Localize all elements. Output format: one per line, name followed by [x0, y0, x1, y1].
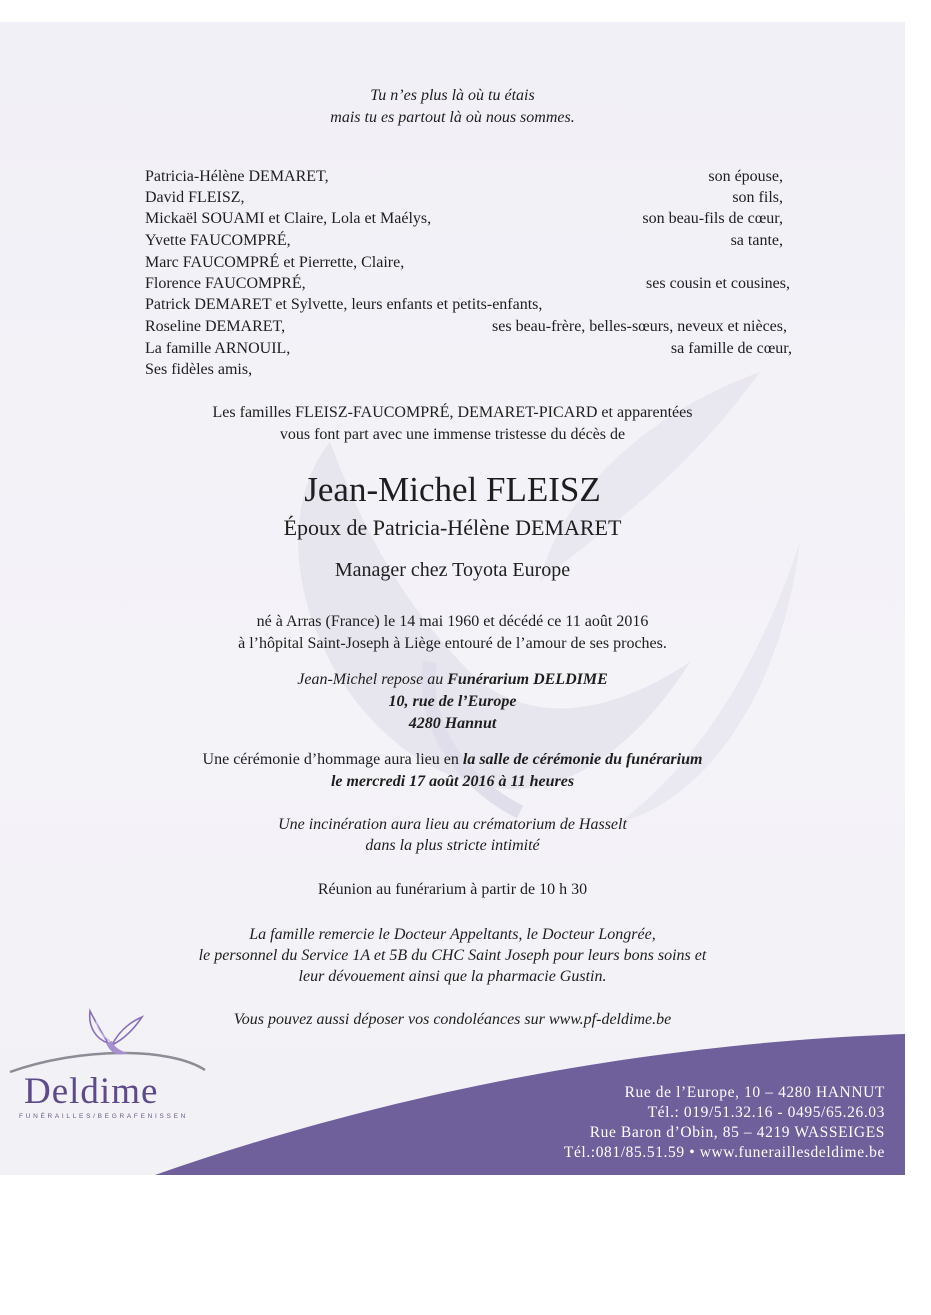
- condolences-line: Vous pouvez aussi déposer vos condoléances sur www.pf-deldime.be: [233, 1011, 672, 1028]
- family-name: Marc FAUCOMPRÉ et Pierrette, Claire,: [145, 254, 405, 271]
- cremation-line-1: Une incinération aura lieu au crématorium de Hasselt: [278, 816, 627, 833]
- ceremony-date: le mercredi 17 août 2016 à 11 heures: [330, 773, 575, 790]
- family-name: Ses fidèles amis,: [145, 361, 253, 378]
- footer-address-2: Rue Baron d’Obin, 85 – 4219 WASSEIGES: [589, 1124, 885, 1141]
- family-relation: son fils,: [732, 189, 783, 206]
- family-name: Mickaël SOUAMI et Claire, Lola et Maélys,: [145, 210, 432, 227]
- spouse-line: Époux de Patricia-Hélène DEMARET: [283, 515, 622, 540]
- cremation-line-2: dans la plus stricte intimité: [365, 837, 540, 854]
- family-relation: son beau-fils de cœur,: [642, 210, 783, 227]
- family-name: David FLEISZ,: [145, 189, 245, 206]
- thanks-line-3: leur dévouement ainsi que la pharmacie Gustin.: [298, 968, 607, 985]
- announcement-line-1: Les familles FLEISZ-FAUCOMPRÉ, DEMARET-PICARD et apparentées: [212, 404, 693, 421]
- family-name: Patrick DEMARET et Sylvette, leurs enfants et petits-enfants,: [145, 296, 543, 313]
- funeral-notice-page: [0, 22, 905, 1175]
- birth-death-line-1: né à Arras (France) le 14 mai 1960 et décédé ce 11 août 2016: [256, 613, 649, 630]
- funerarium-city: 4280 Hannut: [408, 715, 497, 732]
- funerarium-intro: Jean-Michel repose au: [297, 671, 444, 688]
- funerarium-street: 10, rue de l’Europe: [388, 693, 517, 710]
- deceased-name: Jean-Michel FLEISZ: [304, 470, 601, 509]
- family-name: Patricia-Hélène DEMARET,: [145, 168, 329, 185]
- family-relation: son épouse,: [708, 168, 783, 185]
- footer-phone-website: Tél.:081/85.51.59 • www.funeraillesdeldime.be: [563, 1144, 885, 1161]
- ceremony-intro: Une cérémonie d’hommage aura lieu en: [202, 751, 459, 768]
- reunion-line: Réunion au funérarium à partir de 10 h 30: [317, 881, 588, 898]
- family-relation: ses beau-frère, belles-sœurs, neveux et nièces,: [492, 318, 787, 335]
- family-name: La famille ARNOUIL,: [145, 340, 291, 357]
- birth-death-line-2: à l’hôpital Saint-Joseph à Liège entouré de l’amour de ses proches.: [238, 635, 667, 652]
- ceremony-place: la salle de cérémonie du funérarium: [462, 751, 703, 768]
- announcement-line-2: vous font part avec une immense tristesse du décès de: [279, 426, 626, 443]
- footer-band: [0, 22, 905, 1175]
- family-relation: ses cousin et cousines,: [646, 275, 790, 292]
- logo-wordmark: Deldime: [24, 1071, 159, 1112]
- footer-address-1: Rue de l’Europe, 10 – 4280 HANNUT: [624, 1084, 885, 1101]
- thanks-line-2: le personnel du Service 1A et 5B du CHC Saint Joseph pour leurs bons soins et: [198, 947, 707, 964]
- dove-logo-icon: [82, 1007, 148, 1059]
- family-name: Roseline DEMARET,: [145, 318, 286, 335]
- family-name: Yvette FAUCOMPRÉ,: [145, 232, 291, 249]
- epigraph-line-2: mais tu es partout là où nous sommes.: [330, 109, 575, 126]
- logo-tagline: FUNÉRAILLES/BEGRAFENISSEN: [19, 1113, 188, 1120]
- funerarium-name: Funérarium DELDIME: [447, 671, 608, 688]
- occupation: Manager chez Toyota Europe: [334, 559, 571, 581]
- family-name: Florence FAUCOMPRÉ,: [145, 275, 306, 292]
- thanks-line-1: La famille remercie le Docteur Appeltants, le Docteur Longrée,: [249, 926, 656, 943]
- epigraph-line-1: Tu n’es plus là où tu étais: [370, 87, 535, 104]
- footer-phone-1: Tél.: 019/51.32.16 - 0495/65.26.03: [647, 1104, 885, 1121]
- family-relation: sa tante,: [730, 232, 783, 249]
- family-relation: sa famille de cœur,: [670, 340, 792, 357]
